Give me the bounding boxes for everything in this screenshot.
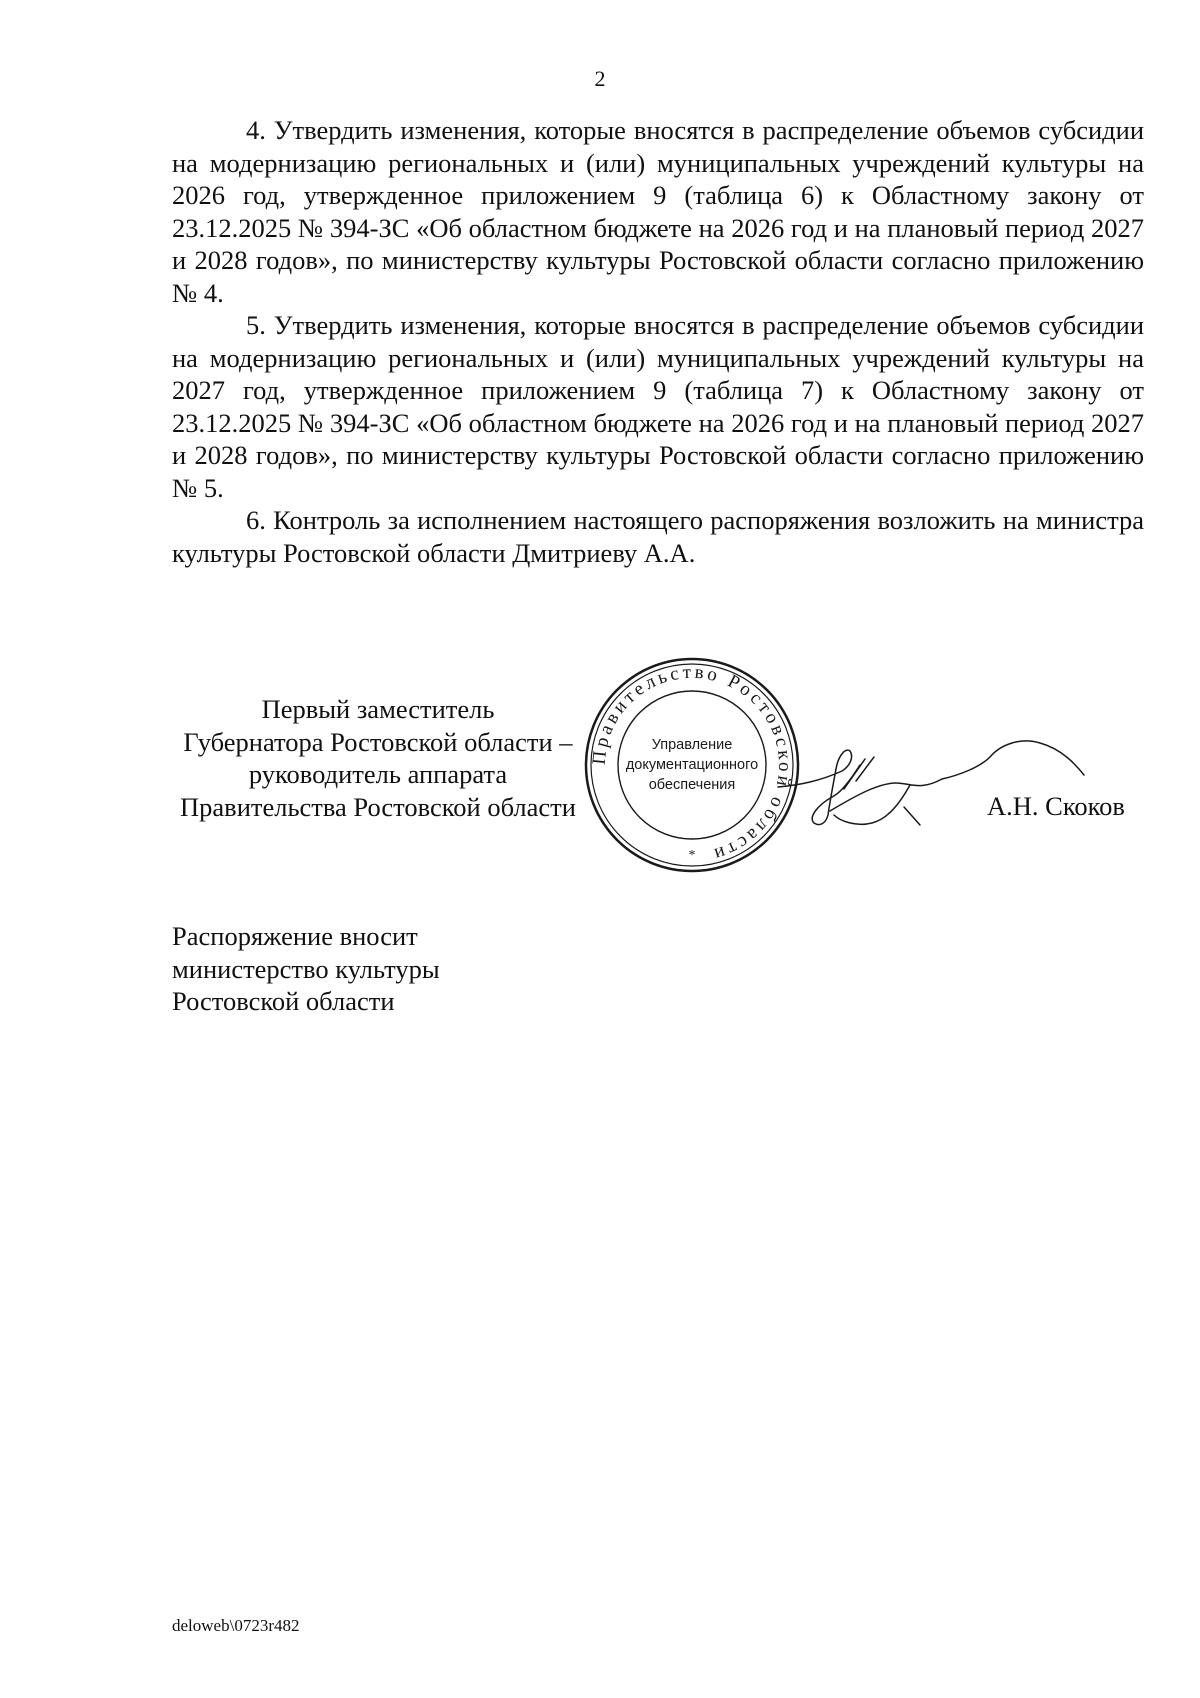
paragraph-item-5: 5. Утвердить изменения, которые вносятся в распределение объемов субсидии на модернизацию региональных и (или) муниципальных учреждений культуры на 2027 год, утвержденное приложением 9 (таблица 7) к Областному закону от 23.12.2025 № 394-ЗС «Об областном бюджете на 2026 год и на плановый период 2027 и 2028 годов», по министерству культуры Ростовской области согласно приложению № 5. (172, 310, 1144, 503)
paragraph-item-6: 6. Контроль за исполнением настоящего распоряжения возложить на министра культуры Ростовской области Дмитриеву А.А. (172, 505, 1144, 568)
file-reference: deloweb\0723r482 (172, 1616, 300, 1635)
stamp-inner-line-2: документационного (625, 757, 759, 773)
stamp-inner-line-3: обеспечения (648, 777, 736, 793)
official-stamp (582, 655, 802, 875)
signer-name: А.Н. Скоков (987, 791, 1125, 821)
document-body (172, 114, 1144, 569)
paragraph-item-4: 4. Утвердить изменения, которые вносятся в распределение объемов субсидии на модернизацию региональных и (или) муниципальных учреждений культуры на 2026 год, утвержденное приложением 9 (таблица 6) к Областному закону от 23.12.2025 № 394-ЗС «Об областном бюджете на 2026 год и на плановый период 2027 и 2028 годов», по министерству культуры Ростовской области согласно приложению № 4. (172, 115, 1144, 308)
signer-position-line-4: Правительства Ростовской области (180, 791, 576, 822)
introducer-line-1: Распоряжение вносит (172, 921, 418, 951)
introducer-line-3: Ростовской области (172, 986, 395, 1016)
introducer-block (172, 920, 440, 1018)
svg-text:*: * (688, 848, 696, 863)
page-number: 2 (594, 66, 606, 91)
signer-position-line-3: руководитель аппарата (248, 759, 508, 789)
stamp-outer-text: Правительство Ростовской области (588, 661, 796, 866)
signer-position-line-2: Губернатора Ростовской области – (183, 726, 573, 757)
stamp-inner-line-1: Управление (651, 737, 733, 753)
signature-block (150, 693, 606, 823)
signer-position-line-1: Первый заместитель (261, 694, 495, 724)
introducer-line-2: министерство культуры (172, 953, 440, 984)
stamp-seal-graphic (582, 655, 802, 875)
